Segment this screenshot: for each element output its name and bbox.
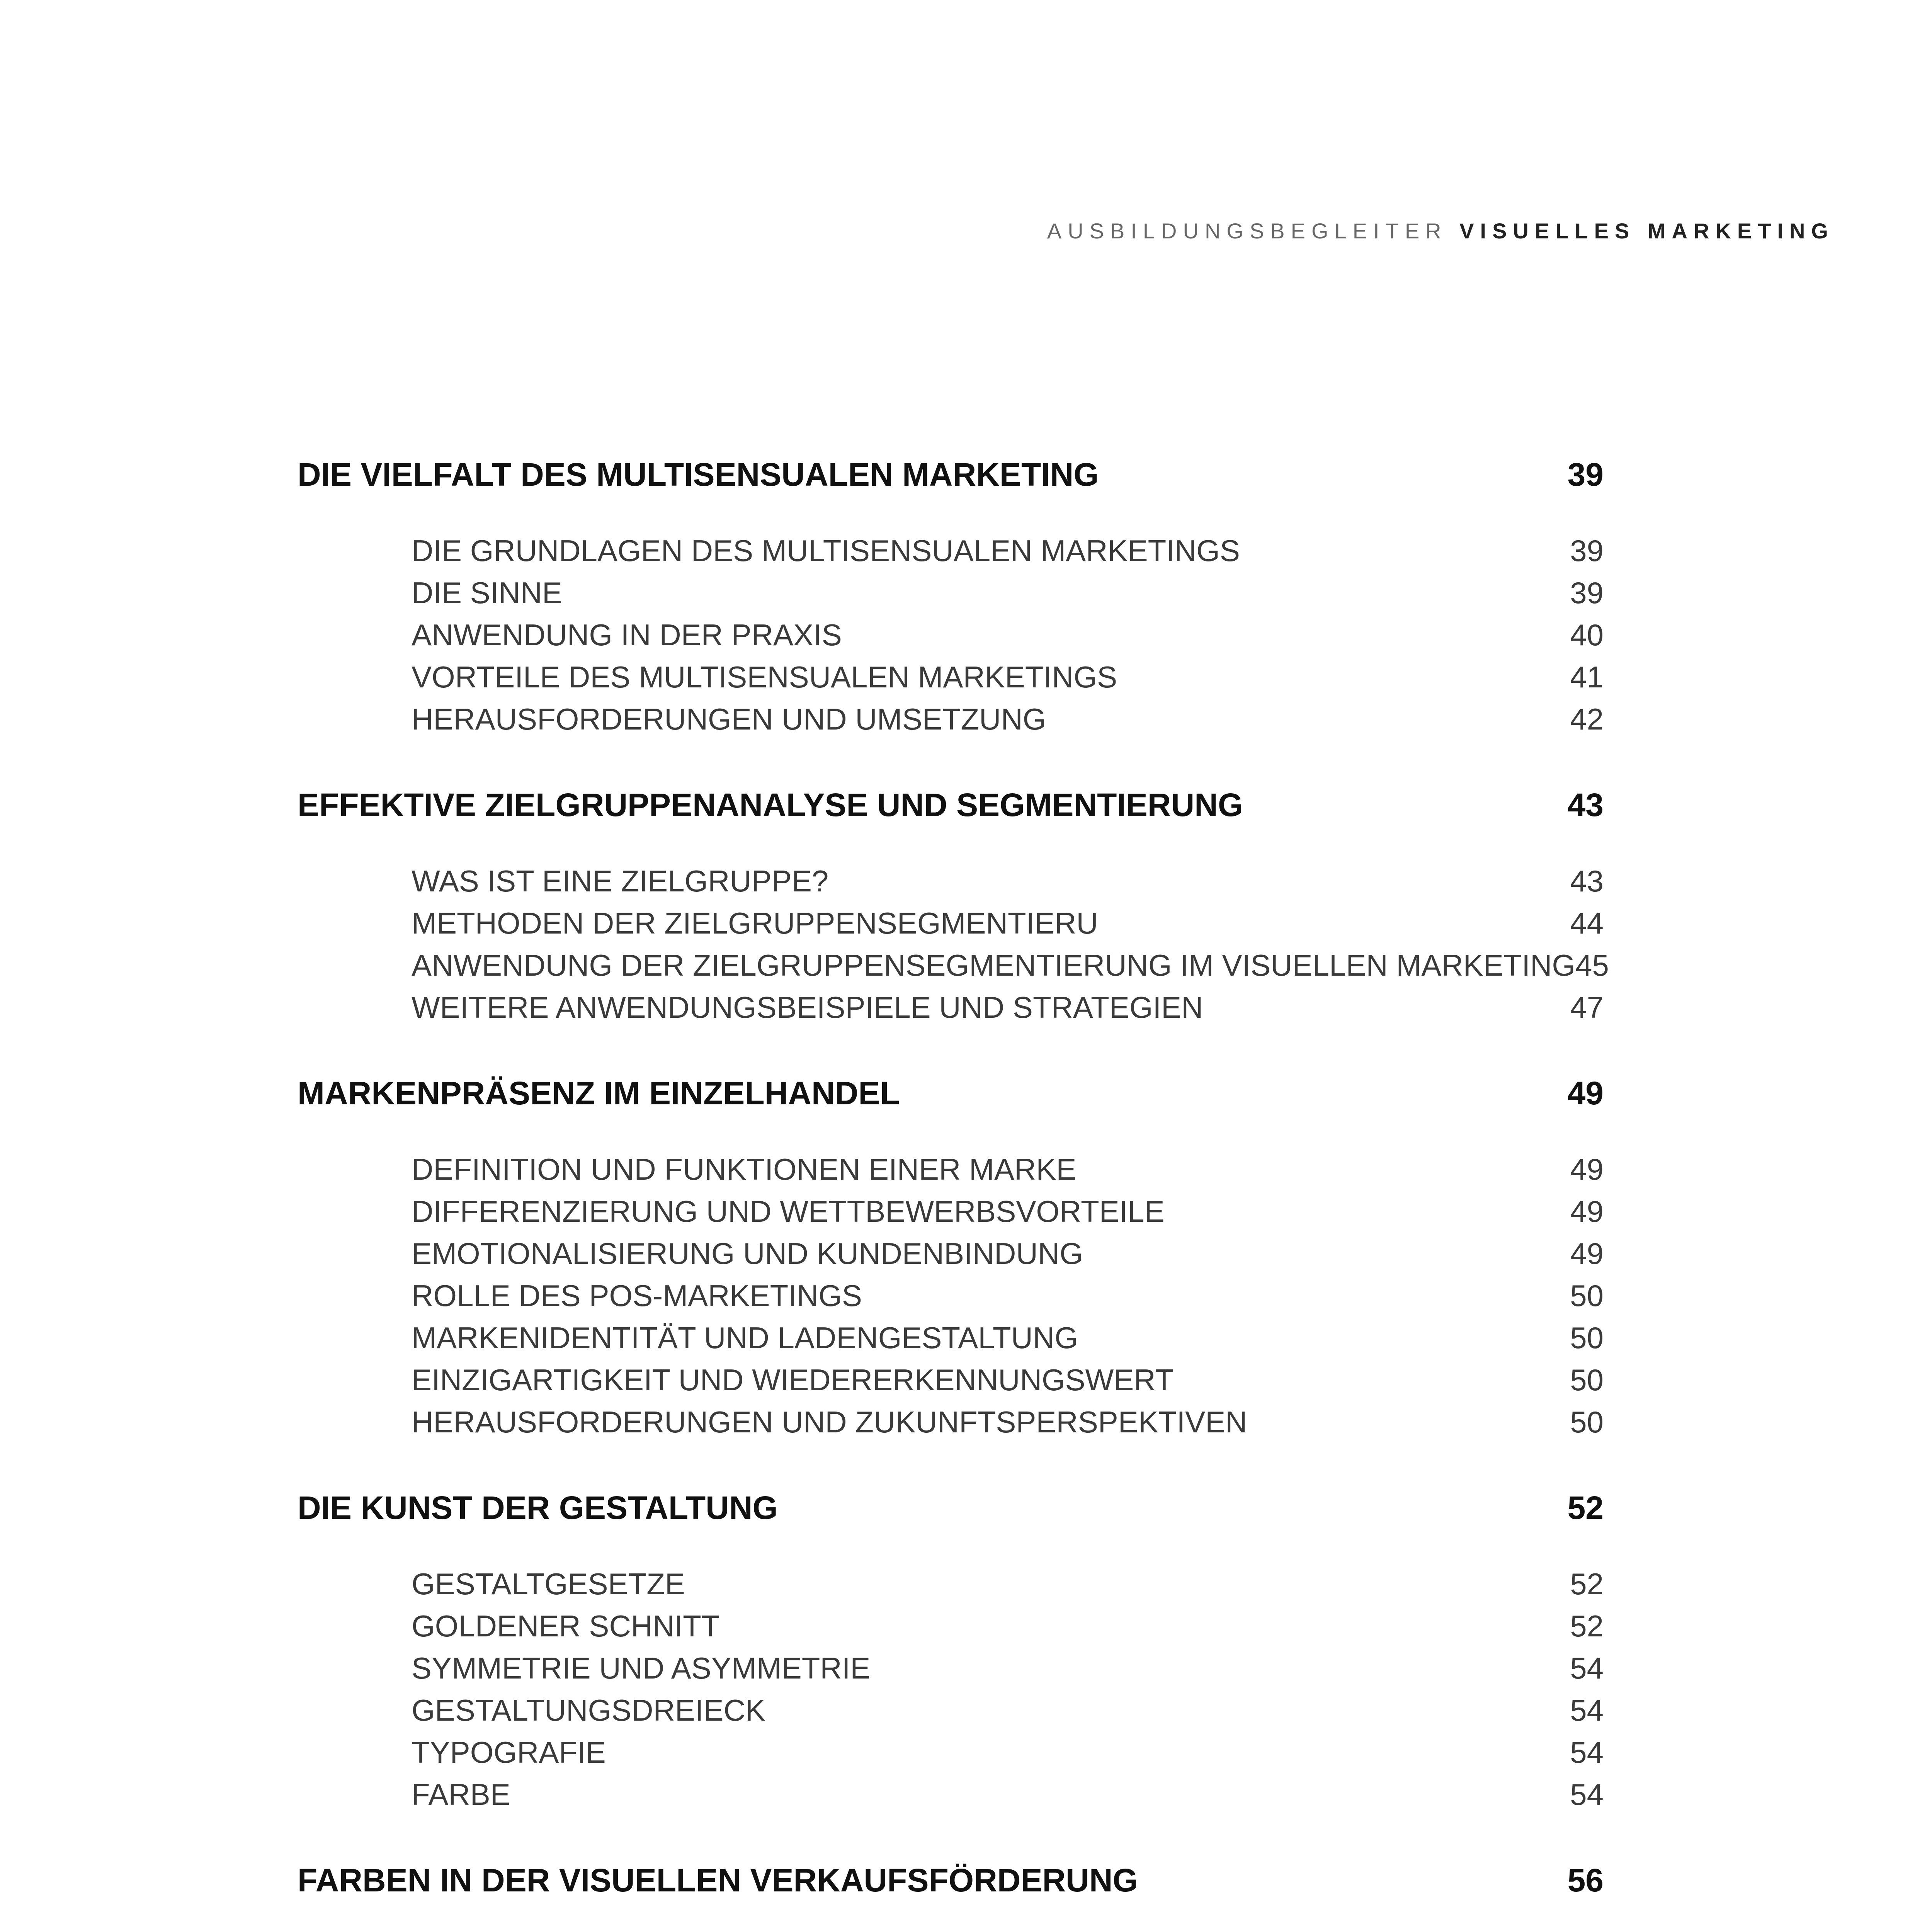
entry-page-number: 52: [1570, 1567, 1604, 1601]
toc-entry[interactable]: [298, 1609, 1604, 1651]
entry-title: EMOTIONALISIERUNG UND KUNDENBINDUNG: [412, 1236, 1083, 1270]
running-header: [1047, 218, 1834, 243]
toc-entry[interactable]: [298, 1320, 1604, 1362]
entry-title: TYPOGRAFIE: [412, 1735, 606, 1769]
entry-page-number: 39: [1570, 534, 1604, 568]
entry-title: ANWENDUNG DER ZIELGRUPPENSEGMENTIERUNG IM VISUELLEN MARKETING: [412, 948, 1576, 982]
toc-entry[interactable]: [298, 660, 1604, 702]
toc-entry[interactable]: [298, 1194, 1604, 1236]
entry-page-number: 54: [1570, 1777, 1604, 1811]
toc-section: [298, 456, 1604, 744]
toc-section: [298, 786, 1609, 1032]
entry-page-number: 52: [1570, 1609, 1604, 1643]
section-page-number: 56: [1567, 1862, 1604, 1898]
entry-page-number: 50: [1570, 1279, 1604, 1313]
entry-title: ANWENDUNG IN DER PRAXIS: [412, 618, 842, 652]
entry-title: WAS IST EINE ZIELGRUPPE?: [412, 864, 829, 898]
entry-title: ROLLE DES POS-MARKETINGS: [412, 1279, 862, 1313]
toc-entry[interactable]: [298, 948, 1609, 990]
toc-entry[interactable]: [298, 1566, 1604, 1609]
toc-entry[interactable]: [298, 1236, 1604, 1278]
header-suffix: VISUELLES MARKETING: [1459, 219, 1834, 243]
header-prefix: AUSBILDUNGSBEGLEITER: [1047, 219, 1447, 243]
entry-title: MARKENIDENTITÄT UND LADENGESTALTUNG: [412, 1321, 1078, 1355]
entry-page-number: 47: [1570, 990, 1604, 1024]
entry-page-number: 49: [1570, 1194, 1604, 1228]
entry-title: SYMMETRIE UND ASYMMETRIE: [412, 1651, 871, 1685]
entry-title: DEFINITION UND FUNKTIONEN EINER MARKE: [412, 1152, 1077, 1186]
entry-title: METHODEN DER ZIELGRUPPENSEGMENTIERU: [412, 906, 1098, 940]
toc-entry[interactable]: [298, 1735, 1604, 1777]
section-title: MARKENPRÄSENZ IM EINZELHANDEL: [298, 1075, 900, 1111]
toc-section-heading[interactable]: [298, 786, 1604, 837]
toc-entry[interactable]: [298, 1362, 1604, 1405]
toc-entry[interactable]: [298, 1405, 1604, 1447]
entry-page-number: 54: [1570, 1651, 1604, 1685]
entry-title: DIE SINNE: [412, 576, 563, 610]
section-title: DIE VIELFALT DES MULTISENSUALEN MARKETING: [298, 456, 1099, 493]
entry-title: HERAUSFORDERUNGEN UND UMSETZUNG: [412, 702, 1046, 736]
entry-page-number: 50: [1570, 1405, 1604, 1439]
entry-title: HERAUSFORDERUNGEN UND ZUKUNFTSPERSPEKTIVEN: [412, 1405, 1247, 1439]
entry-title: EINZIGARTIGKEIT UND WIEDERERKENNUNGSWERT: [412, 1363, 1173, 1397]
entry-title: GESTALTGESETZE: [412, 1567, 685, 1601]
table-of-contents: [298, 456, 1609, 1932]
toc-entry[interactable]: [298, 702, 1604, 744]
entry-page-number: 50: [1570, 1321, 1604, 1355]
toc-section-heading[interactable]: [298, 1862, 1604, 1912]
section-title: FARBEN IN DER VISUELLEN VERKAUFSFÖRDERUNG: [298, 1862, 1138, 1898]
toc-entry[interactable]: [298, 1651, 1604, 1693]
toc-entry[interactable]: [298, 1693, 1604, 1735]
toc-section: [298, 1075, 1604, 1447]
toc-entry[interactable]: [298, 617, 1604, 660]
entry-page-number: 49: [1570, 1236, 1604, 1270]
entry-page-number: 50: [1570, 1363, 1604, 1397]
toc-entry[interactable]: [298, 1777, 1604, 1819]
entry-page-number: 45: [1575, 948, 1609, 982]
entry-title: GOLDENER SCHNITT: [412, 1609, 720, 1643]
entry-page-number: 39: [1570, 576, 1604, 610]
section-page-number: 49: [1567, 1075, 1604, 1111]
entry-page-number: 43: [1570, 864, 1604, 898]
toc-entry[interactable]: [298, 864, 1604, 906]
entry-page-number: 49: [1570, 1152, 1604, 1186]
entry-page-number: 54: [1570, 1735, 1604, 1769]
toc-entry[interactable]: [298, 533, 1604, 575]
entry-title: FARBE: [412, 1777, 510, 1811]
entry-title: VORTEILE DES MULTISENSUALEN MARKETINGS: [412, 660, 1117, 694]
section-title: EFFEKTIVE ZIELGRUPPENANALYSE UND SEGMENTIERUNG: [298, 787, 1243, 823]
entry-page-number: 40: [1570, 618, 1604, 652]
section-page-number: 43: [1567, 787, 1604, 823]
entry-page-number: 54: [1570, 1693, 1604, 1727]
section-title: DIE KUNST DER GESTALTUNG: [298, 1490, 778, 1526]
toc-entry[interactable]: [298, 1152, 1604, 1194]
toc-section-heading[interactable]: [298, 456, 1604, 506]
entry-title: WEITERE ANWENDUNGSBEISPIELE UND STRATEGIEN: [412, 990, 1203, 1024]
toc-entry[interactable]: [298, 1278, 1604, 1320]
toc-section: [298, 1489, 1604, 1819]
entry-page-number: 42: [1570, 702, 1604, 736]
entry-title: GESTALTUNGSDREIECK: [412, 1693, 765, 1727]
entry-page-number: 44: [1570, 906, 1604, 940]
toc-entry[interactable]: [298, 575, 1604, 617]
entry-title: DIFFERENZIERUNG UND WETTBEWERBSVORTEILE: [412, 1194, 1165, 1228]
toc-section-heading[interactable]: [298, 1075, 1604, 1125]
toc-section: [298, 1862, 1604, 1932]
entry-title: DIE GRUNDLAGEN DES MULTISENSUALEN MARKETINGS: [412, 534, 1240, 568]
section-page-number: 39: [1567, 456, 1604, 493]
toc-entry[interactable]: [298, 906, 1604, 948]
section-page-number: 52: [1567, 1490, 1604, 1526]
entry-page-number: 41: [1570, 660, 1604, 694]
toc-entry[interactable]: [298, 990, 1604, 1032]
toc-section-heading[interactable]: [298, 1489, 1604, 1539]
